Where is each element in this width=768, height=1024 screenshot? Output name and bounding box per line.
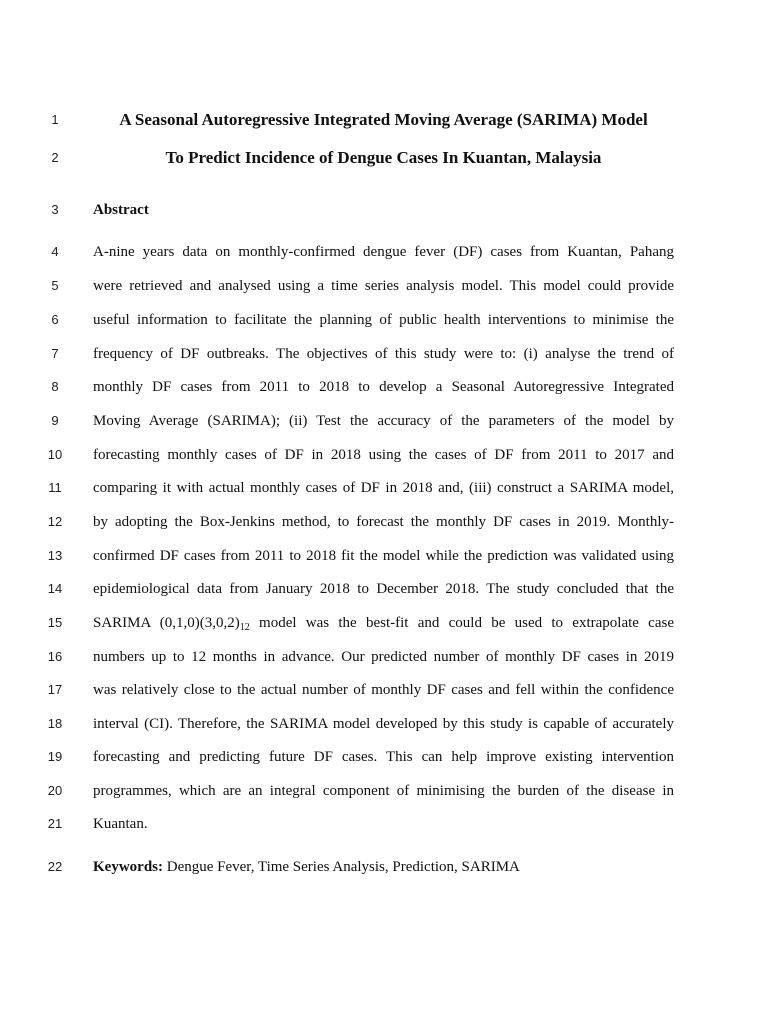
- line-8: [0, 370, 768, 404]
- line-21: [0, 807, 768, 841]
- abstract-line: useful information to facilitate the planning of public health interventions to minimise the: [93, 312, 674, 328]
- line-number: 1: [51, 112, 59, 127]
- abstract-line: by adopting the Box-Jenkins method, to forecast the monthly DF cases in 2019. Monthly-: [93, 514, 674, 530]
- line-number: 20: [47, 783, 63, 798]
- line-20: [0, 774, 768, 808]
- abstract-line: confirmed DF cases from 2011 to 2018 fit the model while the prediction was validated using: [93, 548, 674, 564]
- abstract-heading: Abstract: [93, 202, 149, 218]
- line-13: [0, 539, 768, 573]
- line-22: [0, 850, 768, 884]
- line-number: 17: [47, 682, 63, 697]
- line-18: [0, 707, 768, 741]
- line-number: 22: [47, 859, 63, 874]
- line-14: [0, 572, 768, 606]
- line-number: 21: [47, 816, 63, 831]
- line-number: 15: [47, 615, 63, 630]
- line-4: [0, 235, 768, 269]
- line-number: 3: [51, 202, 59, 217]
- line-10: [0, 438, 768, 472]
- line-19: [0, 740, 768, 774]
- abstract-line: were retrieved and analysed using a time series analysis model. This model could provide: [93, 278, 674, 294]
- line-number: 14: [47, 581, 63, 596]
- sarima-spec: SARIMA (0,1,0)(3,0,2): [93, 615, 240, 631]
- keywords: [93, 857, 674, 877]
- line-number: 12: [47, 514, 63, 529]
- line-1: [0, 103, 768, 137]
- abstract-line: A-nine years data on monthly-confirmed dengue fever (DF) cases from Kuantan, Pahang: [93, 244, 674, 260]
- abstract-line: epidemiological data from January 2018 to December 2018. The study concluded that the: [93, 581, 674, 597]
- title-line-2: To Predict Incidence of Dengue Cases In Kuantan, Malaysia: [165, 148, 602, 167]
- line-number: 16: [47, 649, 63, 664]
- line-17: [0, 673, 768, 707]
- line-number: 18: [47, 716, 63, 731]
- abstract-line: forecasting and predicting future DF cases. This can help improve existing intervention: [93, 749, 674, 765]
- line-6: [0, 303, 768, 337]
- line-2: [0, 141, 768, 175]
- abstract-line: comparing it with actual monthly cases of DF in 2018 and, (iii) construct a SARIMA model,: [93, 480, 674, 496]
- line-number: 10: [47, 447, 63, 462]
- keywords-text: Dengue Fever, Time Series Analysis, Prediction, SARIMA: [166, 859, 520, 875]
- line-number: 13: [47, 548, 63, 563]
- line-12: [0, 505, 768, 539]
- line-15: [0, 606, 768, 640]
- line-number: 19: [47, 749, 63, 764]
- line-9: [0, 404, 768, 438]
- line-number: 9: [51, 413, 59, 428]
- abstract-line: Moving Average (SARIMA); (ii) Test the accuracy of the parameters of the model by: [93, 413, 674, 429]
- abstract-line: forecasting monthly cases of DF in 2018 using the cases of DF from 2011 to 2017 and: [93, 447, 674, 463]
- line-number: 2: [51, 150, 59, 165]
- seasonal-period: 12: [239, 622, 250, 633]
- title-line-1: A Seasonal Autoregressive Integrated Moving Average (SARIMA) Model: [119, 110, 648, 129]
- abstract-line: Kuantan.: [93, 816, 148, 832]
- line-number: 5: [51, 278, 59, 293]
- abstract-line: numbers up to 12 months in advance. Our predicted number of monthly DF cases in 2019: [93, 649, 674, 665]
- line-16: [0, 640, 768, 674]
- line-11: [0, 471, 768, 505]
- keywords-label: Keywords:: [93, 859, 163, 875]
- line-7: [0, 337, 768, 371]
- line-number: 8: [51, 379, 59, 394]
- abstract-line-rest: model was the best-fit and could be used to extrapolate case: [259, 615, 674, 631]
- abstract-line: monthly DF cases from 2011 to 2018 to develop a Seasonal Autoregressive Integrated: [93, 379, 674, 395]
- line-5: [0, 269, 768, 303]
- line-number: 7: [51, 346, 59, 361]
- line-number: 4: [51, 244, 59, 259]
- abstract-line-sarima: [93, 613, 674, 633]
- abstract-line: programmes, which are an integral component of minimising the burden of the disease in: [93, 783, 674, 799]
- line-number: 6: [51, 312, 59, 327]
- line-number: 11: [48, 480, 62, 495]
- abstract-line: frequency of DF outbreaks. The objectives of this study were to: (i) analyse the trend of: [93, 346, 674, 362]
- abstract-line: was relatively close to the actual number of monthly DF cases and fell within the confidence: [93, 682, 674, 698]
- line-3: [0, 193, 768, 227]
- abstract-line: interval (CI). Therefore, the SARIMA model developed by this study is capable of accurately: [93, 716, 674, 732]
